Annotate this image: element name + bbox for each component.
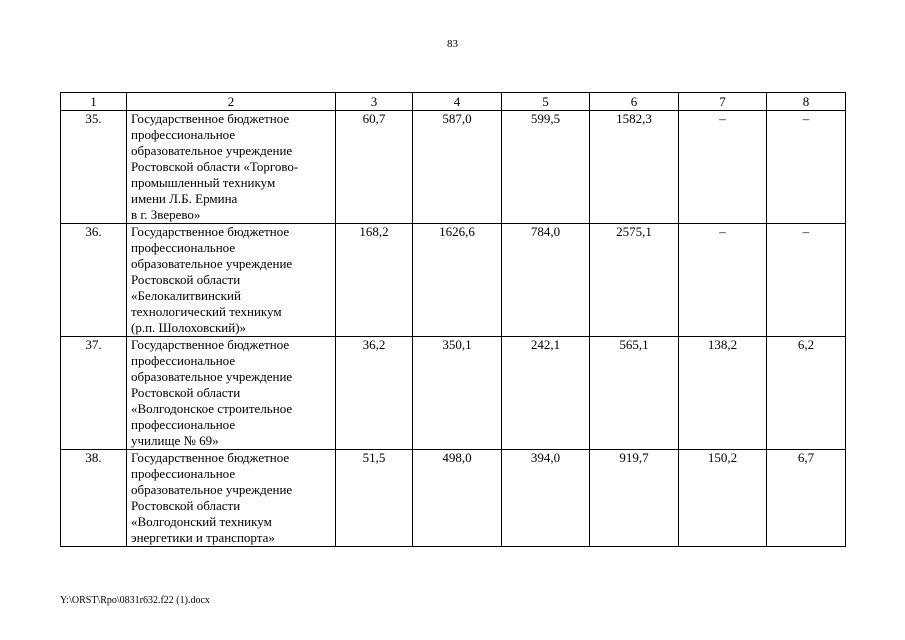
header-cell: 8 [767, 93, 846, 111]
table-row [61, 224, 846, 337]
value-cell: 6,2 [767, 337, 846, 450]
header-cell: 7 [679, 93, 767, 111]
value-cell: 150,2 [679, 450, 767, 547]
value-cell: 51,5 [336, 450, 413, 547]
header-cell: 1 [61, 93, 127, 111]
value-cell: 242,1 [502, 337, 590, 450]
footer-file-path: Y:\ORST\Rpo\0831r632.f22 (1).docx [60, 595, 210, 606]
header-cell: 4 [413, 93, 502, 111]
institution-name: Государственное бюджетное профессиональное образовательное учреждение Ростовской области «Волгодонский техникум энергетики и транспорта» [127, 450, 336, 547]
value-cell: 36,2 [336, 337, 413, 450]
value-cell: 350,1 [413, 337, 502, 450]
value-cell: 168,2 [336, 224, 413, 337]
value-cell: 60,7 [336, 111, 413, 224]
page-number: 83 [447, 38, 458, 50]
institution-name: Государственное бюджетное профессиональное образовательное учреждение Ростовской области «Торгово- промышленный техникум имени Л.Б. Ермина в г. Зверево» [127, 111, 336, 224]
value-cell: 2575,1 [590, 224, 679, 337]
header-cell: 2 [127, 93, 336, 111]
value-cell: – [679, 111, 767, 224]
value-cell: 587,0 [413, 111, 502, 224]
row-number: 37. [61, 337, 127, 450]
header-row [61, 93, 846, 111]
header-cell: 3 [336, 93, 413, 111]
data-table [60, 92, 846, 547]
value-cell: 565,1 [590, 337, 679, 450]
value-cell: 1582,3 [590, 111, 679, 224]
row-number: 36. [61, 224, 127, 337]
value-cell: – [679, 224, 767, 337]
institution-name: Государственное бюджетное профессиональное образовательное учреждение Ростовской области «Белокалитвинский технологический техникум (р.п. Шолоховский)» [127, 224, 336, 337]
institution-name: Государственное бюджетное профессиональное образовательное учреждение Ростовской области «Волгодонское строительное профессиональное училище № 69» [127, 337, 336, 450]
value-cell: – [767, 224, 846, 337]
value-cell: 784,0 [502, 224, 590, 337]
value-cell: 599,5 [502, 111, 590, 224]
value-cell: – [767, 111, 846, 224]
header-cell: 5 [502, 93, 590, 111]
value-cell: 919,7 [590, 450, 679, 547]
row-number: 38. [61, 450, 127, 547]
value-cell: 498,0 [413, 450, 502, 547]
value-cell: 394,0 [502, 450, 590, 547]
table-row [61, 337, 846, 450]
value-cell: 6,7 [767, 450, 846, 547]
table-row [61, 450, 846, 547]
row-number: 35. [61, 111, 127, 224]
value-cell: 138,2 [679, 337, 767, 450]
header-cell: 6 [590, 93, 679, 111]
value-cell: 1626,6 [413, 224, 502, 337]
table-row [61, 111, 846, 224]
